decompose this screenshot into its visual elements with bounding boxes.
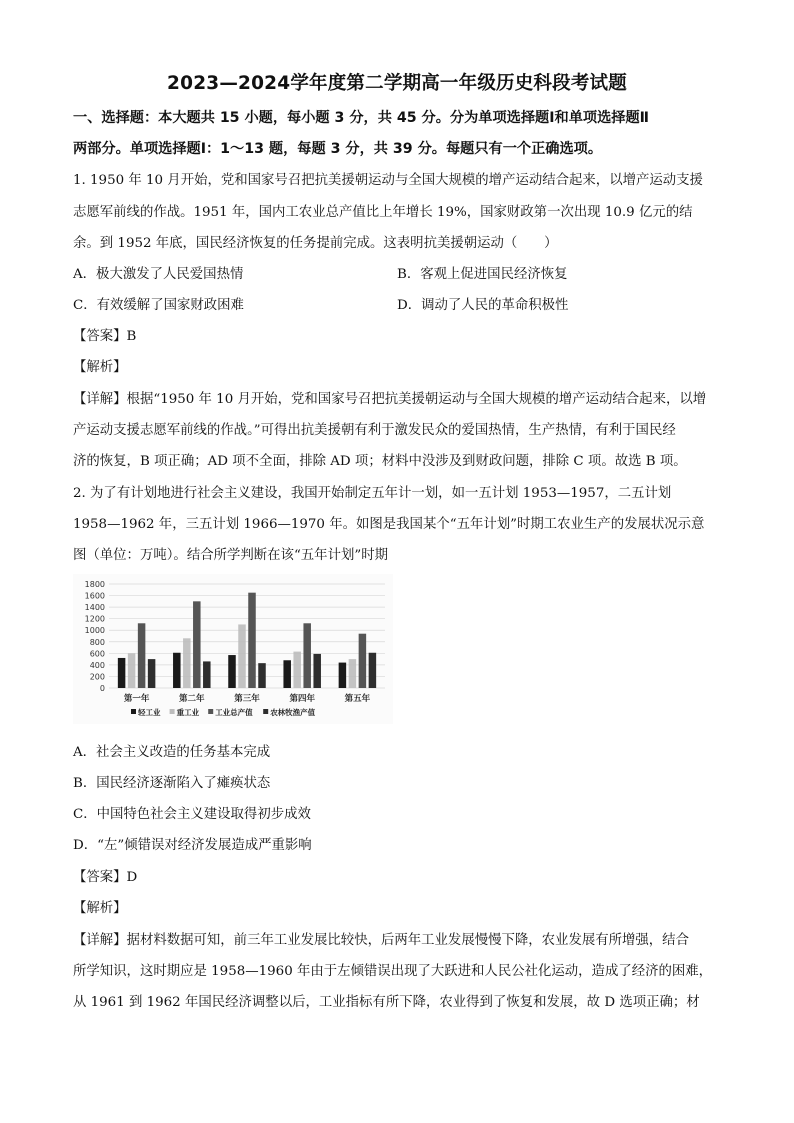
q2-stem-line-3: 图（单位：万吨）。结合所学判断在该“五年计划”时期 [73, 548, 388, 563]
q1-option-c: C．有效缓解了国家财政困难 [73, 298, 244, 313]
x-tick-label: 第一年 [123, 694, 150, 704]
bar [303, 623, 311, 688]
q1-stem-line-2: 志愿军前线的作战。1951 年，国内工农业总产值比上年增长 19%，国家财政第一次出现 10.9 亿元的结 [73, 205, 693, 220]
legend-label: 工业总产值 [215, 708, 253, 717]
q2-stem-line-1: 2. 为了有计划地进行社会主义建设，我国开始制定五年计一划，如一五计划 1953—1957，二五计划 [73, 486, 672, 501]
legend-swatch [208, 709, 213, 714]
legend-label: 农林牧渔产值 [270, 708, 316, 717]
y-tick-label: 1400 [84, 603, 105, 613]
q1-analysis-label: 【解析】 [73, 360, 127, 375]
bar [339, 663, 347, 688]
y-tick-label: 800 [89, 637, 105, 647]
q2-analysis-label: 【解析】 [73, 901, 127, 916]
q1-option-a: A．极大激发了人民爱国热情 [73, 267, 244, 282]
q1-detail-line-2: 产运动支援志愿军前线的作战。”可得出抗美援朝有利于激发民众的爱国热情，生产热情，有利于国民经 [73, 423, 676, 438]
q1-stem-line-1: 1. 1950 年 10 月开始，党和国家号召把抗美援朝运动与全国大规模的增产运动结合起来，以增产运动支援 [73, 173, 703, 188]
bar [359, 634, 367, 688]
bar [173, 653, 181, 688]
y-tick-label: 1600 [84, 591, 105, 601]
bar [138, 623, 146, 688]
production-chart-svg [73, 574, 393, 724]
q2-detail-line-1: 【详解】据材料数据可知，前三年工业发展比较快，后两年工业发展慢慢下降，农业发展有所增强，结合 [73, 933, 689, 948]
legend-label: 轻工业 [138, 708, 161, 717]
bar [369, 653, 377, 688]
q1-option-b: B．客观上促进国民经济恢复 [397, 267, 568, 282]
page-title: 2023—2024学年度第二学期高一年级历史科段考试题 [167, 73, 627, 94]
x-tick-label: 第三年 [234, 694, 260, 704]
q2-answer: 【答案】D [73, 870, 138, 885]
bar [283, 660, 291, 688]
y-tick-label: 600 [89, 649, 105, 659]
q1-option-d: D．调动了人民的革命积极性 [397, 298, 569, 313]
q2-option-c: C．中国特色社会主义建设取得初步成效 [73, 807, 311, 822]
production-chart [73, 574, 393, 724]
y-tick-label: 400 [89, 660, 105, 670]
bar [313, 654, 321, 688]
q2-option-d: D．“左”倾错误对经济发展造成严重影响 [73, 838, 312, 853]
bar [193, 601, 201, 688]
section-instructions-line-1: 一、选择题：本大题共 15 小题，每小题 3 分，共 45 分。分为单项选择题Ⅰ和单项选择题Ⅱ [73, 110, 649, 126]
bar [293, 652, 301, 688]
bar [228, 655, 236, 688]
bar [349, 659, 357, 688]
bar [118, 658, 126, 688]
section-instructions-line-2: 两部分。单项选择题Ⅰ：1～13 题，每题 3 分，共 39 分。每题只有一个正确选项。 [73, 141, 603, 157]
q1-detail-line-1: 【详解】根据“1950 年 10 月开始，党和国家号召把抗美援朝运动与全国大规模的增产运动结合起来，以增 [73, 392, 707, 407]
x-tick-label: 第四年 [289, 694, 315, 704]
q1-stem-line-3: 余。到 1952 年底，国民经济恢复的任务提前完成。这表明抗美援朝运动（ ） [73, 236, 558, 251]
bar [148, 659, 156, 688]
q2-detail-line-3: 从 1961 到 1962 年国民经济调整以后，工业指标有所下降，农业得到了恢复和发展，故 D 选项正确；材 [73, 995, 700, 1010]
y-tick-label: 1000 [84, 626, 105, 636]
q1-detail-line-3: 济的恢复，B 项正确；AD 项不全面，排除 AD 项；材料中没涉及到财政问题，排除 C 项。故选 B 项。 [73, 454, 687, 469]
bar [203, 661, 211, 688]
bar [128, 653, 136, 688]
legend-swatch [170, 709, 175, 714]
q1-answer: 【答案】B [73, 329, 137, 344]
legend-swatch [263, 709, 268, 714]
x-tick-label: 第二年 [179, 694, 205, 704]
bar [248, 593, 256, 688]
q2-option-a: A．社会主义改造的任务基本完成 [73, 745, 271, 760]
y-tick-label: 1200 [84, 614, 105, 624]
x-tick-label: 第五年 [344, 694, 371, 704]
bar [238, 624, 246, 688]
legend-label: 重工业 [176, 708, 200, 717]
q2-detail-line-2: 所学知识，这时期应是 1958—1960 年由于左倾错误出现了大跃进和人民公社化运动，造成了经济的困难， [73, 964, 713, 979]
bar [258, 663, 266, 688]
q2-option-b: B．国民经济逐渐陷入了瘫痪状态 [73, 776, 271, 791]
legend-swatch [131, 709, 136, 714]
bar [183, 638, 191, 688]
y-tick-label: 200 [89, 672, 105, 682]
y-tick-label: 0 [99, 684, 105, 693]
q2-stem-line-2: 1958—1962 年，三五计划 1966—1970 年。如图是我国某个“五年计划”时期工农业生产的发展状况示意 [73, 517, 705, 532]
y-tick-label: 1800 [84, 580, 105, 589]
